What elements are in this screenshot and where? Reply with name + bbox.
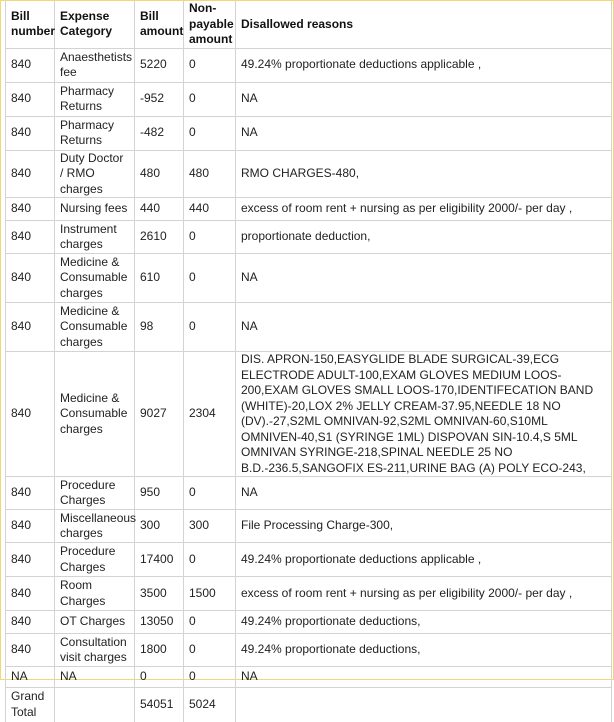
cell-bill-number: NA: [6, 667, 55, 688]
cell-bill-amount: 98: [135, 303, 184, 352]
cell-expense-category: Nursing fees: [55, 198, 135, 221]
cell-disallowed-reason: NA: [236, 116, 612, 150]
table-row: [6, 198, 612, 221]
cell-non-payable-amount: 0: [184, 116, 236, 150]
cell-bill-amount: -952: [135, 82, 184, 116]
cell-bill-amount: 300: [135, 510, 184, 543]
cell-disallowed-reason: 49.24% proportionate deductions,: [236, 634, 612, 667]
cell-disallowed-reason: File Processing Charge-300,: [236, 510, 612, 543]
cell-non-payable-amount: 0: [184, 303, 236, 352]
cell-bill-amount: 9027: [135, 352, 184, 477]
cell-disallowed-reason: DIS. APRON-150,EASYGLIDE BLADE SURGICAL-39,ECG ELECTRODE ADULT-100,EXAM GLOVES MEDIUM LOOS-200,EXAM GLOVES SMALL LOOS-170,IDENTIFECATION BAND (WHITE)-20,LOX 2% JELLY CREAM-37.95,NEEDLE 18 NO (DV).-27,S2ML OMNIVAN-92,S2ML OMNIVAN-60,S10ML OMNIVEN-40,S1 (SYRINGE 1ML) DISPOVAN SIN-10.4,S 5ML OMNIVAN SYRINGE-218,SPINAL NEEDLE 25 NO B.D.-236.5,SANGOFIX ES-211,URINE BAG (A) POLY ECO-243,: [236, 352, 612, 477]
table-row: [6, 82, 612, 116]
cell-disallowed-reason: NA: [236, 477, 612, 510]
grand-total-non-payable: 5024: [184, 688, 236, 722]
cell-bill-number: 840: [6, 221, 55, 254]
cell-bill-number: 840: [6, 116, 55, 150]
cell-bill-amount: 13050: [135, 611, 184, 634]
cell-expense-category: Pharmacy Returns: [55, 116, 135, 150]
cell-bill-amount: -482: [135, 116, 184, 150]
cell-non-payable-amount: 0: [184, 634, 236, 667]
table-row: [6, 667, 612, 688]
cell-bill-number: 840: [6, 611, 55, 634]
cell-bill-amount: 3500: [135, 577, 184, 611]
cell-disallowed-reason: NA: [236, 254, 612, 303]
cell-bill-number: 840: [6, 82, 55, 116]
cell-non-payable-amount: 0: [184, 254, 236, 303]
cell-bill-number: 840: [6, 510, 55, 543]
cell-bill-number: 840: [6, 577, 55, 611]
cell-bill-number: 840: [6, 634, 55, 667]
cell-non-payable-amount: 0: [184, 48, 236, 82]
cell-bill-number: 840: [6, 150, 55, 198]
cell-non-payable-amount: 440: [184, 198, 236, 221]
header-non-payable-amount: Non- payable amount: [184, 1, 236, 48]
table-row: [6, 634, 612, 667]
cell-non-payable-amount: 2304: [184, 352, 236, 477]
cell-bill-amount: 480: [135, 150, 184, 198]
cell-non-payable-amount: 0: [184, 667, 236, 688]
table-row: [6, 577, 612, 611]
cell-expense-category: NA: [55, 667, 135, 688]
cell-bill-amount: 5220: [135, 48, 184, 82]
table-row: [6, 116, 612, 150]
cell-bill-amount: 440: [135, 198, 184, 221]
cell-non-payable-amount: 0: [184, 477, 236, 510]
header-bill-amount: Bill amount: [135, 1, 184, 48]
cell-disallowed-reason: 49.24% proportionate deductions applicable ,: [236, 48, 612, 82]
grand-total-bill-amount: 54051: [135, 688, 184, 722]
cell-bill-number: 840: [6, 352, 55, 477]
cell-expense-category: Pharmacy Returns: [55, 82, 135, 116]
cell-disallowed-reason: NA: [236, 303, 612, 352]
cell-bill-number: 840: [6, 48, 55, 82]
cell-expense-category: Consultation visit charges: [55, 634, 135, 667]
table-row: [6, 510, 612, 543]
disallowance-table: [5, 1, 612, 722]
cell-non-payable-amount: 480: [184, 150, 236, 198]
grand-total-row: [6, 688, 612, 722]
cell-disallowed-reason: NA: [236, 82, 612, 116]
cell-bill-number: 840: [6, 198, 55, 221]
cell-bill-amount: 950: [135, 477, 184, 510]
cell-non-payable-amount: 0: [184, 221, 236, 254]
grand-total-label: Grand Total: [6, 688, 55, 722]
table-row: [6, 303, 612, 352]
cell-bill-amount: 0: [135, 667, 184, 688]
header-bill-number: Bill number: [6, 1, 55, 48]
grand-total-category: [55, 688, 135, 722]
cell-expense-category: OT Charges: [55, 611, 135, 634]
cell-disallowed-reason: excess of room rent + nursing as per eligibility 2000/- per day ,: [236, 198, 612, 221]
cell-disallowed-reason: 49.24% proportionate deductions applicable ,: [236, 543, 612, 577]
cell-expense-category: Room Charges: [55, 577, 135, 611]
cell-bill-amount: 2610: [135, 221, 184, 254]
header-expense-category: Expense Category: [55, 1, 135, 48]
grand-total-reason: [236, 688, 612, 722]
cell-bill-number: 840: [6, 543, 55, 577]
cell-expense-category: Procedure Charges: [55, 543, 135, 577]
cell-non-payable-amount: 0: [184, 82, 236, 116]
cell-bill-amount: 17400: [135, 543, 184, 577]
table-row: [6, 543, 612, 577]
table-row: [6, 352, 612, 477]
cell-non-payable-amount: 0: [184, 543, 236, 577]
cell-expense-category: Procedure Charges: [55, 477, 135, 510]
cell-expense-category: Medicine & Consumable charges: [55, 303, 135, 352]
cell-non-payable-amount: 0: [184, 611, 236, 634]
cell-expense-category: Miscellaneous charges: [55, 510, 135, 543]
cell-non-payable-amount: 300: [184, 510, 236, 543]
cell-bill-amount: 610: [135, 254, 184, 303]
cell-disallowed-reason: RMO CHARGES-480,: [236, 150, 612, 198]
cell-non-payable-amount: 1500: [184, 577, 236, 611]
cell-expense-category: Duty Doctor / RMO charges: [55, 150, 135, 198]
cell-expense-category: Instrument charges: [55, 221, 135, 254]
cell-disallowed-reason: NA: [236, 667, 612, 688]
cell-bill-number: 840: [6, 477, 55, 510]
table-row: [6, 150, 612, 198]
cell-disallowed-reason: proportionate deduction,: [236, 221, 612, 254]
table-row: [6, 221, 612, 254]
cell-bill-number: 840: [6, 254, 55, 303]
cell-bill-amount: 1800: [135, 634, 184, 667]
cell-expense-category: Medicine & Consumable charges: [55, 352, 135, 477]
table-header-row: [6, 1, 612, 48]
cell-expense-category: Medicine & Consumable charges: [55, 254, 135, 303]
table-row: [6, 477, 612, 510]
table-row: [6, 611, 612, 634]
table-row: [6, 254, 612, 303]
cell-bill-number: 840: [6, 303, 55, 352]
table-row: [6, 48, 612, 82]
cell-disallowed-reason: excess of room rent + nursing as per eligibility 2000/- per day ,: [236, 577, 612, 611]
cell-expense-category: Anaesthetists fee: [55, 48, 135, 82]
cell-disallowed-reason: 49.24% proportionate deductions,: [236, 611, 612, 634]
header-disallowed-reasons: Disallowed reasons: [236, 1, 612, 48]
